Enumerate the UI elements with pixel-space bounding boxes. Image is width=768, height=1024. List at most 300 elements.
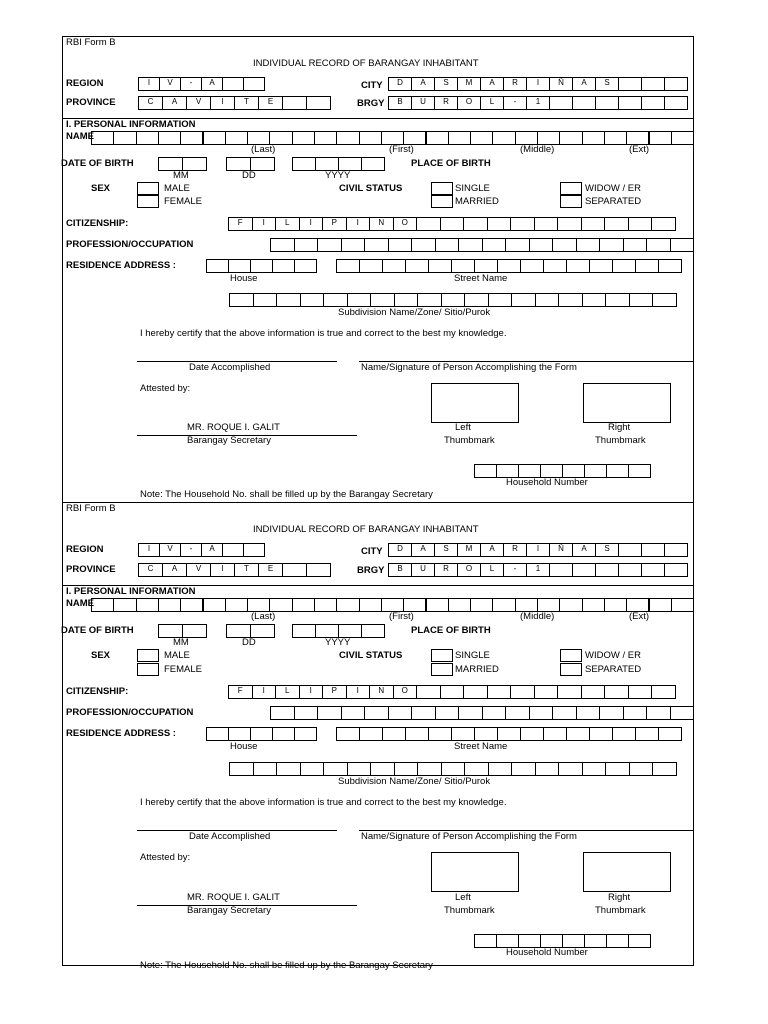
- citizenship-cell[interactable]: [534, 217, 559, 231]
- citizenship-cell[interactable]: [440, 217, 465, 231]
- citizenship-cell[interactable]: [510, 217, 535, 231]
- subdivision-cell[interactable]: [417, 293, 442, 307]
- province-cell[interactable]: [306, 96, 331, 110]
- name-cell[interactable]: [470, 131, 493, 145]
- province-cell[interactable]: I: [210, 563, 235, 577]
- household-number-cell[interactable]: [518, 934, 541, 948]
- city-cell[interactable]: A: [411, 77, 435, 91]
- name-cell[interactable]: [604, 598, 627, 612]
- profession-cell[interactable]: [482, 706, 507, 720]
- subdivision-cell[interactable]: [582, 762, 607, 776]
- name-cell[interactable]: [492, 131, 515, 145]
- dob-year-cell[interactable]: [361, 624, 385, 638]
- name-cell[interactable]: [515, 131, 538, 145]
- street-cell[interactable]: [589, 727, 613, 741]
- name-cell[interactable]: [269, 598, 292, 612]
- name-cell[interactable]: [448, 598, 471, 612]
- profession-cell[interactable]: [270, 238, 295, 252]
- name-cell[interactable]: [359, 598, 382, 612]
- subdivision-cell[interactable]: [629, 293, 654, 307]
- household-number-cell[interactable]: [496, 934, 519, 948]
- brgy-cell[interactable]: R: [434, 563, 458, 577]
- street-cell[interactable]: [382, 259, 406, 273]
- name-cell[interactable]: [292, 598, 315, 612]
- province-cell[interactable]: [306, 563, 331, 577]
- citizenship-cell[interactable]: [581, 217, 606, 231]
- city-cell[interactable]: [641, 77, 665, 91]
- citizenship-cell[interactable]: P: [322, 217, 347, 231]
- household-number-cell[interactable]: [562, 464, 585, 478]
- city-cell[interactable]: [641, 543, 665, 557]
- street-cell[interactable]: [359, 727, 383, 741]
- brgy-cell[interactable]: B: [388, 563, 412, 577]
- street-cell[interactable]: [474, 727, 498, 741]
- dob-year-cell[interactable]: [315, 157, 339, 171]
- dob-year-cell[interactable]: [292, 624, 316, 638]
- province-cell[interactable]: A: [162, 96, 187, 110]
- street-cell[interactable]: [474, 259, 498, 273]
- name-cell[interactable]: [626, 598, 649, 612]
- household-number-cell[interactable]: [518, 464, 541, 478]
- street-cell[interactable]: [635, 259, 659, 273]
- province-cell[interactable]: V: [186, 563, 211, 577]
- brgy-cell[interactable]: [641, 96, 665, 110]
- citizenship-cell[interactable]: I: [299, 217, 324, 231]
- citizenship-cell[interactable]: [416, 217, 441, 231]
- brgy-cell[interactable]: -: [503, 96, 527, 110]
- brgy-cell[interactable]: [641, 563, 665, 577]
- citizenship-cell[interactable]: I: [299, 685, 324, 699]
- brgy-cell[interactable]: [549, 96, 573, 110]
- street-cell[interactable]: [566, 727, 590, 741]
- subdivision-cell[interactable]: [488, 762, 513, 776]
- street-cell[interactable]: [336, 259, 360, 273]
- dob-year-cell[interactable]: [292, 157, 316, 171]
- brgy-cell[interactable]: [572, 96, 596, 110]
- city-cell[interactable]: R: [503, 543, 527, 557]
- street-cell[interactable]: [428, 259, 452, 273]
- street-cell[interactable]: [543, 727, 567, 741]
- street-cell[interactable]: [612, 259, 636, 273]
- subdivision-cell[interactable]: [441, 293, 466, 307]
- household-number-cell[interactable]: [606, 934, 629, 948]
- name-cell[interactable]: [470, 598, 493, 612]
- citizenship-cell[interactable]: [416, 685, 441, 699]
- profession-cell[interactable]: [670, 706, 695, 720]
- female-checkbox[interactable]: [137, 663, 159, 676]
- name-cell[interactable]: [537, 131, 560, 145]
- profession-cell[interactable]: [270, 706, 295, 720]
- region-cell[interactable]: -: [180, 77, 202, 91]
- city-cell[interactable]: Ñ: [549, 543, 573, 557]
- separated-checkbox[interactable]: [560, 195, 582, 208]
- region-cell[interactable]: [222, 77, 244, 91]
- household-number-cell[interactable]: [584, 934, 607, 948]
- name-cell[interactable]: [359, 131, 382, 145]
- subdivision-cell[interactable]: [347, 293, 372, 307]
- profession-cell[interactable]: [599, 238, 624, 252]
- separated-checkbox[interactable]: [560, 663, 582, 676]
- street-cell[interactable]: [451, 727, 475, 741]
- female-checkbox[interactable]: [137, 195, 159, 208]
- citizenship-cell[interactable]: L: [275, 217, 300, 231]
- profession-cell[interactable]: [435, 238, 460, 252]
- street-cell[interactable]: [382, 727, 406, 741]
- profession-cell[interactable]: [670, 238, 695, 252]
- name-cell[interactable]: [559, 598, 582, 612]
- profession-cell[interactable]: [411, 706, 436, 720]
- name-cell[interactable]: [314, 598, 337, 612]
- house-cell[interactable]: [272, 727, 295, 741]
- dob-month-cell[interactable]: [182, 624, 207, 638]
- street-cell[interactable]: [589, 259, 613, 273]
- name-cell[interactable]: [515, 598, 538, 612]
- street-cell[interactable]: [635, 727, 659, 741]
- citizenship-cell[interactable]: [440, 685, 465, 699]
- street-cell[interactable]: [405, 727, 429, 741]
- name-cell[interactable]: [649, 598, 672, 612]
- name-cell[interactable]: [269, 131, 292, 145]
- married-checkbox[interactable]: [431, 663, 453, 676]
- household-number-cell[interactable]: [584, 464, 607, 478]
- street-cell[interactable]: [359, 259, 383, 273]
- name-cell[interactable]: [426, 598, 449, 612]
- subdivision-cell[interactable]: [511, 293, 536, 307]
- street-cell[interactable]: [520, 259, 544, 273]
- province-cell[interactable]: [282, 563, 307, 577]
- household-number-cell[interactable]: [606, 464, 629, 478]
- profession-cell[interactable]: [294, 706, 319, 720]
- name-cell[interactable]: [649, 131, 672, 145]
- province-cell[interactable]: V: [186, 96, 211, 110]
- subdivision-cell[interactable]: [605, 293, 630, 307]
- male-checkbox[interactable]: [137, 649, 159, 662]
- street-cell[interactable]: [405, 259, 429, 273]
- subdivision-cell[interactable]: [229, 293, 254, 307]
- citizenship-cell[interactable]: [651, 217, 676, 231]
- city-cell[interactable]: S: [434, 543, 458, 557]
- brgy-cell[interactable]: [664, 96, 688, 110]
- profession-cell[interactable]: [458, 706, 483, 720]
- profession-cell[interactable]: [317, 706, 342, 720]
- city-cell[interactable]: [618, 77, 642, 91]
- name-cell[interactable]: [582, 131, 605, 145]
- profession-cell[interactable]: [341, 706, 366, 720]
- street-cell[interactable]: [428, 727, 452, 741]
- profession-cell[interactable]: [364, 706, 389, 720]
- brgy-cell[interactable]: 1: [526, 563, 550, 577]
- citizenship-cell[interactable]: F: [228, 217, 253, 231]
- brgy-cell[interactable]: L: [480, 563, 504, 577]
- subdivision-cell[interactable]: [253, 293, 278, 307]
- name-cell[interactable]: [314, 131, 337, 145]
- province-cell[interactable]: I: [210, 96, 235, 110]
- province-cell[interactable]: E: [258, 96, 283, 110]
- citizenship-cell[interactable]: I: [252, 685, 277, 699]
- city-cell[interactable]: M: [457, 543, 481, 557]
- profession-cell[interactable]: [623, 706, 648, 720]
- brgy-cell[interactable]: R: [434, 96, 458, 110]
- city-cell[interactable]: A: [411, 543, 435, 557]
- subdivision-cell[interactable]: [253, 762, 278, 776]
- citizenship-cell[interactable]: [510, 685, 535, 699]
- subdivision-cell[interactable]: [347, 762, 372, 776]
- street-cell[interactable]: [566, 259, 590, 273]
- name-cell[interactable]: [582, 598, 605, 612]
- house-cell[interactable]: [206, 259, 229, 273]
- name-cell[interactable]: [626, 131, 649, 145]
- name-cell[interactable]: [492, 598, 515, 612]
- profession-cell[interactable]: [646, 238, 671, 252]
- subdivision-cell[interactable]: [417, 762, 442, 776]
- house-cell[interactable]: [294, 727, 317, 741]
- city-cell[interactable]: S: [595, 543, 619, 557]
- profession-cell[interactable]: [552, 238, 577, 252]
- city-cell[interactable]: I: [526, 543, 550, 557]
- subdivision-cell[interactable]: [582, 293, 607, 307]
- city-cell[interactable]: D: [388, 543, 412, 557]
- city-cell[interactable]: [664, 543, 688, 557]
- house-cell[interactable]: [228, 727, 251, 741]
- dob-month-cell[interactable]: [158, 157, 183, 171]
- subdivision-cell[interactable]: [300, 293, 325, 307]
- subdivision-cell[interactable]: [629, 762, 654, 776]
- brgy-cell[interactable]: U: [411, 563, 435, 577]
- subdivision-cell[interactable]: [276, 293, 301, 307]
- city-cell[interactable]: S: [595, 77, 619, 91]
- brgy-cell[interactable]: -: [503, 563, 527, 577]
- city-cell[interactable]: I: [526, 77, 550, 91]
- citizenship-cell[interactable]: I: [346, 217, 371, 231]
- dob-year-cell[interactable]: [338, 157, 362, 171]
- citizenship-cell[interactable]: N: [369, 217, 394, 231]
- dob-year-cell[interactable]: [361, 157, 385, 171]
- subdivision-cell[interactable]: [276, 762, 301, 776]
- citizenship-cell[interactable]: [628, 685, 653, 699]
- name-cell[interactable]: [403, 598, 426, 612]
- profession-cell[interactable]: [599, 706, 624, 720]
- household-number-cell[interactable]: [540, 464, 563, 478]
- name-cell[interactable]: [225, 598, 248, 612]
- subdivision-cell[interactable]: [605, 762, 630, 776]
- province-cell[interactable]: C: [138, 96, 163, 110]
- name-cell[interactable]: [403, 131, 426, 145]
- name-cell[interactable]: [113, 131, 136, 145]
- region-cell[interactable]: I: [138, 543, 160, 557]
- profession-cell[interactable]: [529, 238, 554, 252]
- subdivision-cell[interactable]: [323, 293, 348, 307]
- subdivision-cell[interactable]: [535, 293, 560, 307]
- profession-cell[interactable]: [388, 238, 413, 252]
- household-number-cell[interactable]: [628, 464, 651, 478]
- subdivision-cell[interactable]: [300, 762, 325, 776]
- citizenship-cell[interactable]: [604, 685, 629, 699]
- street-cell[interactable]: [497, 727, 521, 741]
- citizenship-cell[interactable]: [487, 217, 512, 231]
- region-cell[interactable]: [243, 543, 265, 557]
- province-cell[interactable]: T: [234, 563, 259, 577]
- name-cell[interactable]: [136, 598, 159, 612]
- household-number-cell[interactable]: [562, 934, 585, 948]
- single-checkbox[interactable]: [431, 182, 453, 195]
- city-cell[interactable]: A: [480, 543, 504, 557]
- subdivision-cell[interactable]: [558, 293, 583, 307]
- dob-month-cell[interactable]: [182, 157, 207, 171]
- street-cell[interactable]: [658, 727, 682, 741]
- subdivision-cell[interactable]: [558, 762, 583, 776]
- street-cell[interactable]: [497, 259, 521, 273]
- profession-cell[interactable]: [505, 238, 530, 252]
- brgy-cell[interactable]: [618, 563, 642, 577]
- subdivision-cell[interactable]: [441, 762, 466, 776]
- dob-year-cell[interactable]: [338, 624, 362, 638]
- street-cell[interactable]: [520, 727, 544, 741]
- name-cell[interactable]: [225, 131, 248, 145]
- name-cell[interactable]: [537, 598, 560, 612]
- profession-cell[interactable]: [435, 706, 460, 720]
- profession-cell[interactable]: [341, 238, 366, 252]
- citizenship-cell[interactable]: [463, 217, 488, 231]
- profession-cell[interactable]: [388, 706, 413, 720]
- profession-cell[interactable]: [505, 706, 530, 720]
- name-cell[interactable]: [203, 131, 226, 145]
- citizenship-cell[interactable]: L: [275, 685, 300, 699]
- household-number-cell[interactable]: [496, 464, 519, 478]
- name-cell[interactable]: [559, 131, 582, 145]
- name-cell[interactable]: [180, 598, 203, 612]
- profession-cell[interactable]: [576, 238, 601, 252]
- subdivision-cell[interactable]: [464, 293, 489, 307]
- region-cell[interactable]: V: [159, 77, 181, 91]
- city-cell[interactable]: M: [457, 77, 481, 91]
- citizenship-cell[interactable]: [557, 217, 582, 231]
- right-thumbmark-box[interactable]: [583, 852, 671, 892]
- profession-cell[interactable]: [411, 238, 436, 252]
- household-number-cell[interactable]: [474, 934, 497, 948]
- left-thumbmark-box[interactable]: [431, 852, 519, 892]
- subdivision-cell[interactable]: [394, 293, 419, 307]
- province-cell[interactable]: E: [258, 563, 283, 577]
- name-cell[interactable]: [292, 131, 315, 145]
- region-cell[interactable]: A: [201, 77, 223, 91]
- city-cell[interactable]: A: [480, 77, 504, 91]
- brgy-cell[interactable]: [664, 563, 688, 577]
- household-number-cell[interactable]: [628, 934, 651, 948]
- profession-cell[interactable]: [552, 706, 577, 720]
- subdivision-cell[interactable]: [652, 762, 677, 776]
- subdivision-cell[interactable]: [370, 293, 395, 307]
- citizenship-cell[interactable]: [604, 217, 629, 231]
- name-cell[interactable]: [604, 131, 627, 145]
- street-cell[interactable]: [658, 259, 682, 273]
- city-cell[interactable]: [664, 77, 688, 91]
- name-cell[interactable]: [91, 598, 114, 612]
- citizenship-cell[interactable]: F: [228, 685, 253, 699]
- name-cell[interactable]: [113, 598, 136, 612]
- house-cell[interactable]: [250, 727, 273, 741]
- province-cell[interactable]: T: [234, 96, 259, 110]
- dob-year-cell[interactable]: [315, 624, 339, 638]
- street-cell[interactable]: [336, 727, 360, 741]
- citizenship-cell[interactable]: [463, 685, 488, 699]
- name-cell[interactable]: [671, 598, 694, 612]
- left-thumbmark-box[interactable]: [431, 383, 519, 423]
- profession-cell[interactable]: [576, 706, 601, 720]
- name-cell[interactable]: [671, 131, 694, 145]
- street-cell[interactable]: [451, 259, 475, 273]
- name-cell[interactable]: [247, 598, 270, 612]
- citizenship-cell[interactable]: I: [346, 685, 371, 699]
- brgy-cell[interactable]: L: [480, 96, 504, 110]
- name-cell[interactable]: [247, 131, 270, 145]
- region-cell[interactable]: -: [180, 543, 202, 557]
- subdivision-cell[interactable]: [511, 762, 536, 776]
- name-cell[interactable]: [336, 598, 359, 612]
- profession-cell[interactable]: [529, 706, 554, 720]
- profession-cell[interactable]: [646, 706, 671, 720]
- brgy-cell[interactable]: O: [457, 96, 481, 110]
- married-checkbox[interactable]: [431, 195, 453, 208]
- brgy-cell[interactable]: B: [388, 96, 412, 110]
- brgy-cell[interactable]: O: [457, 563, 481, 577]
- dob-day-cell[interactable]: [226, 157, 251, 171]
- citizenship-cell[interactable]: I: [252, 217, 277, 231]
- household-number-cell[interactable]: [474, 464, 497, 478]
- subdivision-cell[interactable]: [394, 762, 419, 776]
- name-cell[interactable]: [180, 131, 203, 145]
- province-cell[interactable]: C: [138, 563, 163, 577]
- city-cell[interactable]: A: [572, 543, 596, 557]
- name-cell[interactable]: [136, 131, 159, 145]
- region-cell[interactable]: [243, 77, 265, 91]
- citizenship-cell[interactable]: [651, 685, 676, 699]
- male-checkbox[interactable]: [137, 182, 159, 195]
- citizenship-cell[interactable]: [534, 685, 559, 699]
- dob-month-cell[interactable]: [158, 624, 183, 638]
- profession-cell[interactable]: [623, 238, 648, 252]
- brgy-cell[interactable]: [572, 563, 596, 577]
- name-cell[interactable]: [158, 598, 181, 612]
- citizenship-cell[interactable]: [557, 685, 582, 699]
- profession-cell[interactable]: [458, 238, 483, 252]
- citizenship-cell[interactable]: P: [322, 685, 347, 699]
- house-cell[interactable]: [228, 259, 251, 273]
- name-cell[interactable]: [336, 131, 359, 145]
- street-cell[interactable]: [543, 259, 567, 273]
- subdivision-cell[interactable]: [652, 293, 677, 307]
- house-cell[interactable]: [294, 259, 317, 273]
- city-cell[interactable]: Ñ: [549, 77, 573, 91]
- citizenship-cell[interactable]: N: [369, 685, 394, 699]
- profession-cell[interactable]: [364, 238, 389, 252]
- widow-checkbox[interactable]: [560, 649, 582, 662]
- city-cell[interactable]: D: [388, 77, 412, 91]
- region-cell[interactable]: [222, 543, 244, 557]
- profession-cell[interactable]: [317, 238, 342, 252]
- right-thumbmark-box[interactable]: [583, 383, 671, 423]
- brgy-cell[interactable]: [618, 96, 642, 110]
- region-cell[interactable]: V: [159, 543, 181, 557]
- profession-cell[interactable]: [482, 238, 507, 252]
- brgy-cell[interactable]: [595, 563, 619, 577]
- single-checkbox[interactable]: [431, 649, 453, 662]
- house-cell[interactable]: [206, 727, 229, 741]
- citizenship-cell[interactable]: O: [393, 217, 418, 231]
- name-cell[interactable]: [203, 598, 226, 612]
- name-cell[interactable]: [91, 131, 114, 145]
- city-cell[interactable]: R: [503, 77, 527, 91]
- city-cell[interactable]: S: [434, 77, 458, 91]
